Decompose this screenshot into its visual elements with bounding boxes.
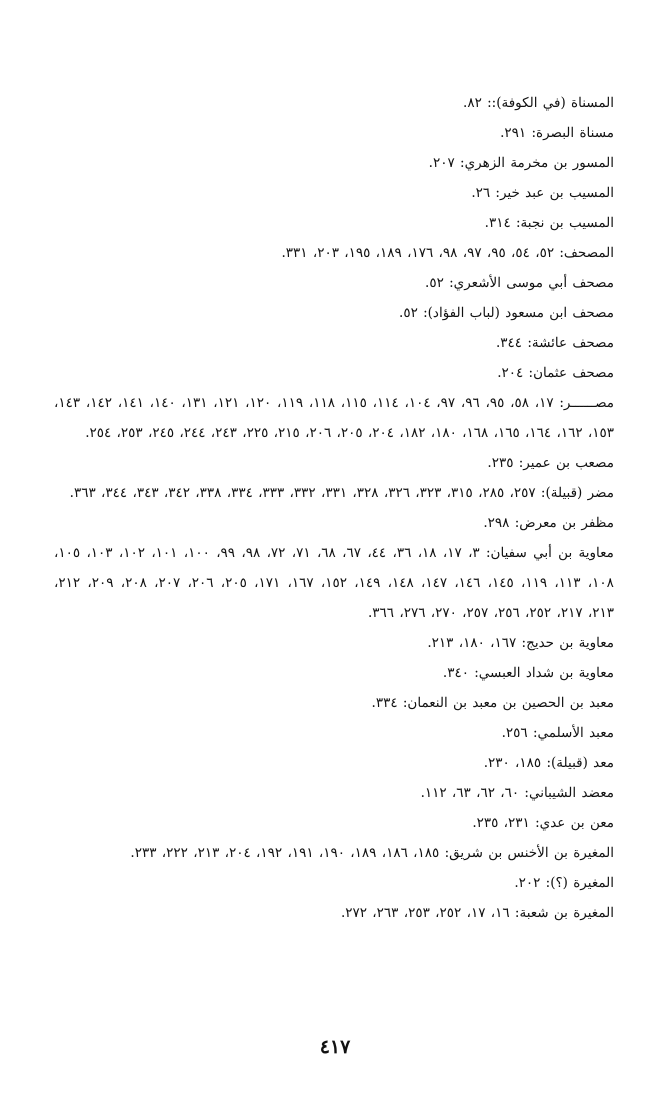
- index-entry: [54, 298, 614, 328]
- entry-text: مصحف عائشة: ٣٤٤.: [495, 335, 614, 351]
- entry-text: المغيرة بن شعبة: ١٦، ١٧، ٢٥٢، ٢٥٣، ٢٦٣، ٢٧٢.: [340, 905, 614, 921]
- entry-text: المغيرة بن الأخنس بن شريق: ١٨٥، ١٨٦، ١٨٩، ١٩٠، ١٩١، ١٩٢، ٢٠٤، ٢١٣، ٢٢٢، ٢٣٣.: [130, 845, 614, 861]
- index-entry: [54, 508, 614, 538]
- index-entry: [54, 778, 614, 808]
- index-entry: [54, 808, 614, 838]
- index-entry: [54, 148, 614, 178]
- index-entry: [54, 838, 614, 868]
- index-entry: [54, 718, 614, 748]
- index-entry: [54, 328, 614, 358]
- entry-text: مصحف ابن مسعود (لباب الفؤاد): ٥٢.: [399, 305, 614, 321]
- index-entry-list: [54, 88, 614, 928]
- index-entry: [54, 688, 614, 718]
- index-entry: [54, 658, 614, 688]
- index-entry: [54, 748, 614, 778]
- index-entry: [54, 478, 614, 508]
- entry-text: معبد بن الحصين بن معبد بن النعمان: ٣٣٤.: [371, 695, 614, 711]
- index-entry: [54, 628, 614, 658]
- index-entry: [54, 388, 614, 448]
- index-entry: [54, 268, 614, 298]
- entry-text: معاوية بن شداد العبسي: ٣٤٠.: [442, 665, 614, 681]
- entry-text: معاوية بن حديج: ١٦٧، ١٨٠، ٢١٣.: [427, 635, 614, 651]
- entry-text: مصحف أبي موسى الأشعري: ٥٢.: [425, 275, 614, 291]
- entry-text: معبد الأسلمي: ٢٥٦.: [501, 725, 614, 741]
- entry-text: معد (قبيلة): ١٨٥، ٢٣٠.: [483, 755, 614, 771]
- entry-text: مصعب بن عمير: ٢٣٥.: [487, 455, 614, 471]
- entry-text: معاوية بن أبي سفيان: ٣، ١٧، ١٨، ٣٦، ٤٤، ٦٧، ٦٨، ٧١، ٧٢، ٩٨، ٩٩، ١٠٠، ١٠١، ١٠٢، ١٠٣، ١٠٥، ١٠٨، ١١٣، ١١٩، ١٤٥، ١٤٦، ١٤٧، ١٤٨، ١٤٩، ١٥٢، ١٦٧، ١٧١، ٢٠٥، ٢٠٦، ٢٠٧، ٢٠٨، ٢٠٩، ٢١٢، ٢١٣، ٢١٧، ٢٥٢، ٢٥٦، ٢٥٧، ٢٧٠، ٢٧٦، ٣٦٦.: [54, 545, 614, 621]
- entry-text: مصحف عثمان: ٢٠٤.: [497, 365, 614, 381]
- entry-text: مسناة البصرة: ٢٩١.: [500, 125, 614, 141]
- entry-text: المسيب بن نجبة: ٣١٤.: [484, 215, 614, 231]
- index-entry: [54, 448, 614, 478]
- index-entry: [54, 358, 614, 388]
- entry-text: المسور بن مخرمة الزهري: ٢٠٧.: [428, 155, 614, 171]
- entry-text: المغيرة (؟): ٢٠٢.: [514, 875, 614, 891]
- entry-text: معضد الشيباني: ٦٠، ٦٢، ٦٣، ١١٢.: [420, 785, 614, 801]
- index-entry: [54, 238, 614, 268]
- entry-text: مظفر بن معرض: ٢٩٨.: [483, 515, 614, 531]
- index-entry: [54, 868, 614, 898]
- index-entry: [54, 538, 614, 628]
- page-number: ٤١٧: [319, 1036, 351, 1058]
- index-entry: [54, 898, 614, 928]
- entry-text: المسناة (في الكوفة):: ٨٢.: [463, 95, 614, 111]
- entry-text: مضر (قبيلة): ٢٥٧، ٢٨٥، ٣١٥، ٣٢٣، ٣٢٦، ٣٢٨، ٣٣١، ٣٣٢، ٣٣٣، ٣٣٤، ٣٣٨، ٣٤٢، ٣٤٣، ٣٤٤، ٣٦٣.: [69, 485, 614, 501]
- entry-text: معن بن عدي: ٢٣١، ٢٣٥.: [472, 815, 614, 831]
- index-entry: [54, 88, 614, 118]
- index-entry: [54, 208, 614, 238]
- index-entry: [54, 118, 614, 148]
- entry-text: المسيب بن عبد خير: ٢٦.: [471, 185, 614, 201]
- entry-text: المصحف: ٥٢، ٥٤، ٩٥، ٩٧، ٩٨، ١٧٦، ١٨٩، ١٩٥، ٢٠٣، ٣٣١.: [281, 245, 614, 261]
- index-entry: [54, 178, 614, 208]
- entry-text: مصــــــر: ١٧، ٥٨، ٩٥، ٩٦، ٩٧، ١٠٤، ١١٤، ١١٥، ١١٨، ١١٩، ١٢٠، ١٢١، ١٣١، ١٤٠، ١٤١، ١٤٢، ١٤٣، ١٥٣، ١٦٢، ١٦٤، ١٦٥، ١٦٨، ١٨٠، ١٨٢، ٢٠٤، ٢٠٥، ٢٠٦، ٢١٥، ٢٢٥، ٢٤٣، ٢٤٤، ٢٤٥، ٢٥٣، ٢٥٤.: [54, 395, 615, 441]
